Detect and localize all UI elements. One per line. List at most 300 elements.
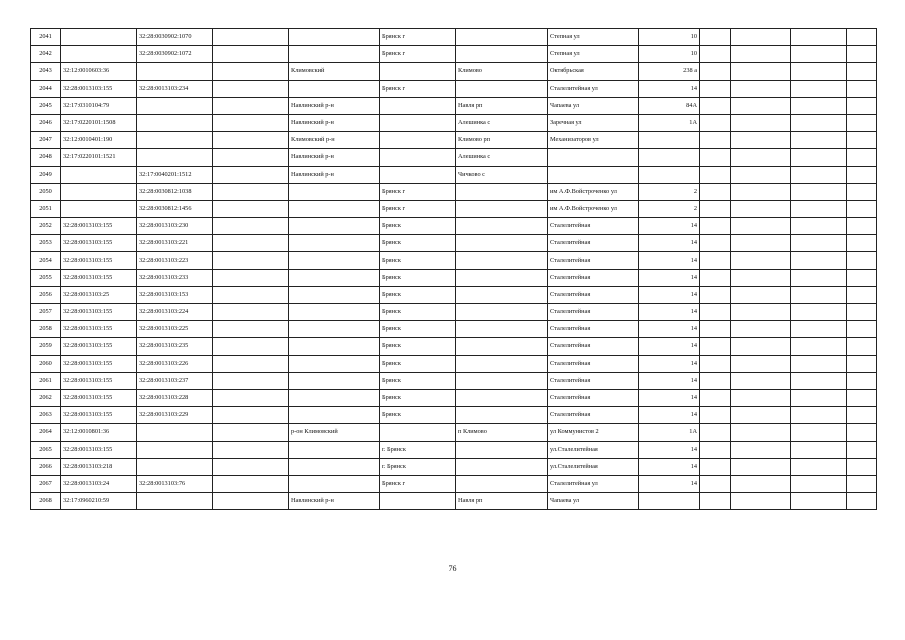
record-number-cell: 2050 — [31, 183, 61, 200]
settlement-cell — [456, 407, 548, 424]
district-cell: Навлинский р-н — [289, 166, 380, 183]
settlement-cell — [456, 269, 548, 286]
empty-cell — [847, 46, 877, 63]
street-cell: Октябрьская — [548, 63, 639, 80]
cadastral-number-2-cell — [137, 114, 213, 131]
empty-cell — [791, 286, 847, 303]
empty-cell — [847, 252, 877, 269]
cadastral-number-2-cell: 32:28:0013103:153 — [137, 286, 213, 303]
building-cell — [639, 149, 700, 166]
record-number-cell: 2063 — [31, 407, 61, 424]
empty-cell — [791, 321, 847, 338]
empty-cell — [213, 424, 289, 441]
empty-cell — [847, 424, 877, 441]
building-cell: 14 — [639, 286, 700, 303]
settlement-cell — [456, 372, 548, 389]
cadastral-number-2-cell: 32:28:0013103:221 — [137, 235, 213, 252]
empty-cell — [213, 200, 289, 217]
city-cell: Брянск — [380, 286, 456, 303]
city-cell: Брянск — [380, 372, 456, 389]
record-number-cell: 2053 — [31, 235, 61, 252]
cadastral-number-cell: 32:28:0013103:155 — [61, 321, 137, 338]
city-cell: Брянск — [380, 389, 456, 406]
building-cell: 14 — [639, 321, 700, 338]
city-cell — [380, 493, 456, 510]
empty-cell — [731, 441, 791, 458]
building-cell: 14 — [639, 235, 700, 252]
table-row — [31, 29, 877, 46]
cadastral-number-cell: 32:12:0010401:190 — [61, 132, 137, 149]
record-number-cell: 2059 — [31, 338, 61, 355]
building-cell: 14 — [639, 252, 700, 269]
cadastral-number-cell: 32:17:0220101:1508 — [61, 114, 137, 131]
cadastral-number-cell: 32:28:0013103:155 — [61, 372, 137, 389]
record-number-cell: 2049 — [31, 166, 61, 183]
empty-cell — [213, 355, 289, 372]
cadastral-number-2-cell — [137, 441, 213, 458]
cadastral-number-2-cell — [137, 493, 213, 510]
record-number-cell: 2061 — [31, 372, 61, 389]
empty-cell — [700, 97, 731, 114]
empty-cell — [731, 252, 791, 269]
record-number-cell: 2065 — [31, 441, 61, 458]
settlement-cell: Климово — [456, 63, 548, 80]
table-row — [31, 321, 877, 338]
district-cell: Навлинский р-н — [289, 114, 380, 131]
settlement-cell: Навля рп — [456, 97, 548, 114]
empty-cell — [731, 286, 791, 303]
empty-cell — [791, 407, 847, 424]
district-cell — [289, 29, 380, 46]
empty-cell — [791, 355, 847, 372]
table-row — [31, 355, 877, 372]
building-cell: 14 — [639, 407, 700, 424]
city-cell: Брянск — [380, 269, 456, 286]
empty-cell — [700, 149, 731, 166]
district-cell — [289, 355, 380, 372]
empty-cell — [213, 493, 289, 510]
settlement-cell: п Климово — [456, 424, 548, 441]
empty-cell — [213, 475, 289, 492]
empty-cell — [213, 235, 289, 252]
district-cell: Климовский р-н — [289, 132, 380, 149]
settlement-cell — [456, 475, 548, 492]
record-number-cell: 2055 — [31, 269, 61, 286]
record-number-cell: 2045 — [31, 97, 61, 114]
empty-cell — [847, 63, 877, 80]
cadastral-number-2-cell: 32:28:0013103:224 — [137, 304, 213, 321]
building-cell: 1А — [639, 114, 700, 131]
empty-cell — [213, 441, 289, 458]
settlement-cell — [456, 46, 548, 63]
cadastral-number-cell: 32:28:0013103:218 — [61, 458, 137, 475]
cadastral-number-cell: 32:28:0013103:155 — [61, 441, 137, 458]
record-number-cell: 2062 — [31, 389, 61, 406]
empty-cell — [791, 97, 847, 114]
settlement-cell: Алешинка с — [456, 149, 548, 166]
cadastral-number-2-cell — [137, 424, 213, 441]
empty-cell — [731, 114, 791, 131]
empty-cell — [847, 407, 877, 424]
empty-cell — [213, 183, 289, 200]
empty-cell — [791, 149, 847, 166]
building-cell: 1А — [639, 424, 700, 441]
street-cell: Механизаторов ул — [548, 132, 639, 149]
table-row — [31, 475, 877, 492]
empty-cell — [213, 269, 289, 286]
empty-cell — [791, 372, 847, 389]
table-row — [31, 252, 877, 269]
empty-cell — [791, 475, 847, 492]
district-cell — [289, 338, 380, 355]
district-cell — [289, 407, 380, 424]
street-cell: ул.Сталелитейная — [548, 458, 639, 475]
settlement-cell: Навля рп — [456, 493, 548, 510]
street-cell: Сталелитейная — [548, 218, 639, 235]
empty-cell — [731, 475, 791, 492]
cadastral-number-cell: 32:28:0013103:155 — [61, 407, 137, 424]
empty-cell — [731, 149, 791, 166]
empty-cell — [700, 269, 731, 286]
settlement-cell — [456, 235, 548, 252]
empty-cell — [213, 97, 289, 114]
cadastral-number-cell — [61, 166, 137, 183]
empty-cell — [731, 338, 791, 355]
city-cell — [380, 149, 456, 166]
city-cell: Брянск — [380, 338, 456, 355]
district-cell: Навлинский р-н — [289, 493, 380, 510]
empty-cell — [791, 63, 847, 80]
district-cell — [289, 218, 380, 235]
settlement-cell — [456, 29, 548, 46]
empty-cell — [847, 493, 877, 510]
empty-cell — [213, 407, 289, 424]
empty-cell — [791, 235, 847, 252]
empty-cell — [731, 304, 791, 321]
cadastral-number-2-cell: 32:28:0013103:237 — [137, 372, 213, 389]
empty-cell — [731, 269, 791, 286]
table-row — [31, 46, 877, 63]
settlement-cell — [456, 200, 548, 217]
district-cell — [289, 475, 380, 492]
district-cell — [289, 80, 380, 97]
record-number-cell: 2058 — [31, 321, 61, 338]
cadastral-number-2-cell: 32:28:0030902:1072 — [137, 46, 213, 63]
empty-cell — [847, 200, 877, 217]
cadastral-number-2-cell: 32:28:0013103:76 — [137, 475, 213, 492]
city-cell: Брянск — [380, 407, 456, 424]
empty-cell — [731, 200, 791, 217]
register-table — [30, 28, 877, 510]
city-cell: г. Брянск — [380, 441, 456, 458]
record-number-cell: 2048 — [31, 149, 61, 166]
district-cell — [289, 304, 380, 321]
empty-cell — [700, 355, 731, 372]
city-cell — [380, 132, 456, 149]
table-row — [31, 200, 877, 217]
empty-cell — [213, 218, 289, 235]
cadastral-number-cell: 32:28:0013103:155 — [61, 235, 137, 252]
settlement-cell: Чичково с — [456, 166, 548, 183]
empty-cell — [700, 252, 731, 269]
table-row — [31, 269, 877, 286]
empty-cell — [731, 97, 791, 114]
empty-cell — [791, 218, 847, 235]
empty-cell — [847, 372, 877, 389]
city-cell: Брянск г — [380, 183, 456, 200]
district-cell — [289, 200, 380, 217]
empty-cell — [731, 424, 791, 441]
cadastral-number-cell: 32:28:0013103:155 — [61, 218, 137, 235]
empty-cell — [700, 304, 731, 321]
building-cell: 14 — [639, 304, 700, 321]
table-row — [31, 80, 877, 97]
cadastral-number-cell — [61, 200, 137, 217]
empty-cell — [791, 46, 847, 63]
table-row — [31, 97, 877, 114]
cadastral-number-cell: 32:28:0013103:24 — [61, 475, 137, 492]
settlement-cell: Климово рп — [456, 132, 548, 149]
district-cell: Навлинский р-н — [289, 97, 380, 114]
empty-cell — [700, 29, 731, 46]
table-body — [31, 29, 877, 510]
building-cell — [639, 493, 700, 510]
empty-cell — [731, 218, 791, 235]
cadastral-number-cell: 32:17:0310104:79 — [61, 97, 137, 114]
empty-cell — [731, 355, 791, 372]
empty-cell — [791, 252, 847, 269]
cadastral-number-2-cell: 32:28:0013103:226 — [137, 355, 213, 372]
empty-cell — [791, 338, 847, 355]
empty-cell — [700, 166, 731, 183]
empty-cell — [847, 321, 877, 338]
empty-cell — [213, 286, 289, 303]
street-cell: Сталелитейная — [548, 321, 639, 338]
street-cell: Степная ул — [548, 46, 639, 63]
cadastral-number-cell: 32:28:0013103:25 — [61, 286, 137, 303]
cadastral-number-cell: 32:17:0960210:59 — [61, 493, 137, 510]
building-cell: 2 — [639, 200, 700, 217]
empty-cell — [847, 286, 877, 303]
table-row — [31, 304, 877, 321]
empty-cell — [731, 389, 791, 406]
empty-cell — [731, 166, 791, 183]
table-row — [31, 166, 877, 183]
record-number-cell: 2067 — [31, 475, 61, 492]
empty-cell — [213, 132, 289, 149]
settlement-cell — [456, 252, 548, 269]
empty-cell — [213, 389, 289, 406]
empty-cell — [847, 389, 877, 406]
building-cell: 14 — [639, 338, 700, 355]
city-cell — [380, 114, 456, 131]
empty-cell — [700, 321, 731, 338]
empty-cell — [700, 114, 731, 131]
city-cell: Брянск — [380, 304, 456, 321]
record-number-cell: 2051 — [31, 200, 61, 217]
settlement-cell — [456, 355, 548, 372]
record-number-cell: 2060 — [31, 355, 61, 372]
street-cell: Чапаева ул — [548, 493, 639, 510]
building-cell: 10 — [639, 29, 700, 46]
table-row — [31, 338, 877, 355]
cadastral-number-cell: 32:28:0013103:155 — [61, 304, 137, 321]
street-cell: им А.Ф.Войстроченко ул — [548, 183, 639, 200]
empty-cell — [731, 372, 791, 389]
city-cell: Брянск — [380, 321, 456, 338]
settlement-cell — [456, 321, 548, 338]
empty-cell — [700, 475, 731, 492]
street-cell: Сталелитейная — [548, 286, 639, 303]
cadastral-number-2-cell: 32:28:0030812:1456 — [137, 200, 213, 217]
building-cell: 14 — [639, 218, 700, 235]
empty-cell — [731, 63, 791, 80]
building-cell: 14 — [639, 458, 700, 475]
empty-cell — [847, 458, 877, 475]
empty-cell — [731, 80, 791, 97]
empty-cell — [213, 114, 289, 131]
district-cell — [289, 389, 380, 406]
district-cell: Навлинский р-н — [289, 149, 380, 166]
table-row — [31, 218, 877, 235]
city-cell: Брянск г — [380, 200, 456, 217]
settlement-cell — [456, 338, 548, 355]
cadastral-number-2-cell — [137, 132, 213, 149]
empty-cell — [700, 407, 731, 424]
cadastral-number-2-cell — [137, 149, 213, 166]
cadastral-number-2-cell: 32:28:0013103:230 — [137, 218, 213, 235]
empty-cell — [791, 200, 847, 217]
empty-cell — [731, 321, 791, 338]
cadastral-number-2-cell: 32:28:0030902:1070 — [137, 29, 213, 46]
district-cell — [289, 235, 380, 252]
empty-cell — [700, 338, 731, 355]
empty-cell — [213, 458, 289, 475]
empty-cell — [700, 183, 731, 200]
cadastral-number-cell: 32:28:0013103:155 — [61, 389, 137, 406]
record-number-cell: 2046 — [31, 114, 61, 131]
empty-cell — [847, 304, 877, 321]
district-cell: Климовский — [289, 63, 380, 80]
empty-cell — [791, 304, 847, 321]
record-number-cell: 2044 — [31, 80, 61, 97]
cadastral-number-2-cell: 32:28:0013103:228 — [137, 389, 213, 406]
street-cell: Сталелитейная — [548, 372, 639, 389]
city-cell: Брянск — [380, 218, 456, 235]
street-cell — [548, 166, 639, 183]
settlement-cell: Алешинка с — [456, 114, 548, 131]
settlement-cell — [456, 304, 548, 321]
record-number-cell: 2054 — [31, 252, 61, 269]
empty-cell — [847, 80, 877, 97]
table-row — [31, 372, 877, 389]
empty-cell — [731, 132, 791, 149]
street-cell: Заречная ул — [548, 114, 639, 131]
district-cell: р-он Климовский — [289, 424, 380, 441]
empty-cell — [700, 493, 731, 510]
cadastral-number-2-cell: 32:28:0013103:235 — [137, 338, 213, 355]
empty-cell — [847, 338, 877, 355]
empty-cell — [213, 252, 289, 269]
empty-cell — [847, 183, 877, 200]
empty-cell — [213, 304, 289, 321]
table-row — [31, 132, 877, 149]
empty-cell — [213, 166, 289, 183]
record-number-cell: 2047 — [31, 132, 61, 149]
building-cell: 14 — [639, 269, 700, 286]
building-cell: 14 — [639, 389, 700, 406]
city-cell: Брянск — [380, 355, 456, 372]
empty-cell — [847, 149, 877, 166]
building-cell: 238 а — [639, 63, 700, 80]
empty-cell — [847, 114, 877, 131]
table-row — [31, 458, 877, 475]
empty-cell — [731, 46, 791, 63]
empty-cell — [213, 372, 289, 389]
empty-cell — [791, 458, 847, 475]
street-cell: Сталелитейная — [548, 304, 639, 321]
empty-cell — [847, 166, 877, 183]
page-number: 76 — [448, 564, 457, 573]
cadastral-number-cell: 32:28:0013103:155 — [61, 252, 137, 269]
empty-cell — [791, 424, 847, 441]
empty-cell — [847, 97, 877, 114]
street-cell — [548, 149, 639, 166]
city-cell — [380, 424, 456, 441]
empty-cell — [700, 200, 731, 217]
empty-cell — [700, 46, 731, 63]
empty-cell — [731, 458, 791, 475]
street-cell: Сталелитейная ул — [548, 475, 639, 492]
empty-cell — [700, 458, 731, 475]
street-cell: Сталелитейная — [548, 389, 639, 406]
empty-cell — [791, 114, 847, 131]
city-cell: Брянск г — [380, 475, 456, 492]
table-row — [31, 63, 877, 80]
empty-cell — [847, 235, 877, 252]
record-number-cell: 2052 — [31, 218, 61, 235]
building-cell: 2 — [639, 183, 700, 200]
empty-cell — [731, 183, 791, 200]
empty-cell — [700, 80, 731, 97]
table-row — [31, 235, 877, 252]
building-cell: 14 — [639, 80, 700, 97]
empty-cell — [847, 441, 877, 458]
building-cell: 14 — [639, 441, 700, 458]
empty-cell — [847, 132, 877, 149]
building-cell: 84А — [639, 97, 700, 114]
table-row — [31, 183, 877, 200]
settlement-cell — [456, 458, 548, 475]
empty-cell — [791, 166, 847, 183]
table-row — [31, 286, 877, 303]
city-cell: Брянск г — [380, 46, 456, 63]
settlement-cell — [456, 441, 548, 458]
building-cell: 10 — [639, 46, 700, 63]
record-number-cell: 2064 — [31, 424, 61, 441]
empty-cell — [700, 286, 731, 303]
empty-cell — [700, 132, 731, 149]
cadastral-number-cell: 32:12:0010801:36 — [61, 424, 137, 441]
cadastral-number-2-cell: 32:28:0013103:234 — [137, 80, 213, 97]
street-cell: Чапаева ул — [548, 97, 639, 114]
record-number-cell: 2056 — [31, 286, 61, 303]
empty-cell — [847, 355, 877, 372]
building-cell — [639, 132, 700, 149]
empty-cell — [213, 80, 289, 97]
empty-cell — [700, 218, 731, 235]
record-number-cell: 2068 — [31, 493, 61, 510]
